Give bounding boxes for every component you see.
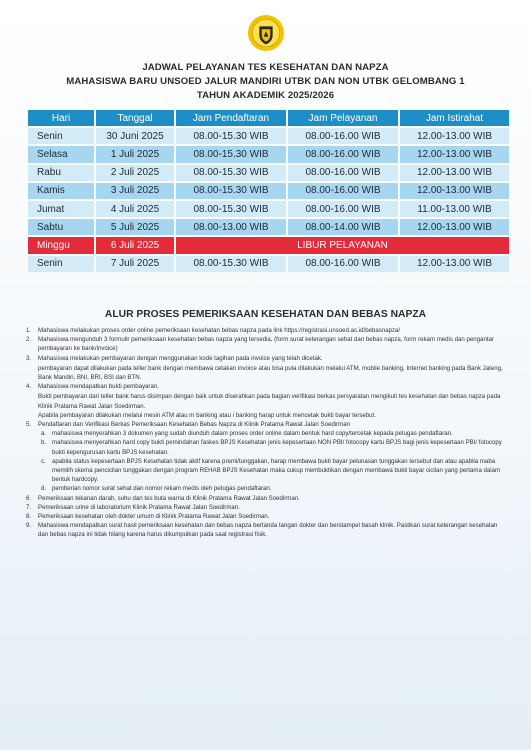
list-item	[26, 335, 506, 353]
sub-text: apabila status kepesertaan BPJS Kesehatan tidak aktif karena premi/tunggakan, harap membawa bukti bayar pelunasan tunggakan tersebut dan atau apabila maba memilih skema pencicilan tunggakan dengan program REHAB BPJS Kesehatan maka cukup membuktikan dengan membawa bukti bayar cicilan yang pertama dalam bentuk hardcopy.	[52, 457, 501, 484]
title-line-1: JADWAL PELAYANAN TES KESEHATAN DAN NAPZA	[142, 62, 389, 73]
table-row-holiday	[28, 237, 509, 253]
cell-jam-pelayanan: 08.00-16.00 WIB	[288, 256, 398, 272]
alur-steps-list	[26, 326, 506, 540]
sub-letter: c.	[41, 457, 46, 465]
cell-jam-pendaftaran: 08.00-15.30 WIB	[176, 201, 286, 217]
header-hari: Hari	[28, 110, 94, 126]
cell-hari: Minggu	[28, 237, 94, 253]
cell-jam-pendaftaran: 08.00-13.00 WIB	[176, 219, 286, 235]
table-row	[28, 128, 509, 144]
cell-hari: Senin	[28, 256, 94, 272]
table-row	[28, 201, 509, 217]
header-tanggal: Tanggal	[96, 110, 174, 126]
table-row	[28, 165, 509, 181]
table-header-row	[28, 110, 509, 126]
cell-tanggal: 7 Juli 2025	[96, 256, 174, 272]
sub-letter: a.	[41, 430, 47, 438]
step-text: Mahasiswa melakukan proses order online pemeriksaan kesehatan bebas napza pada link https://registrasi.unsoed.ac.id/bebasnapza/	[38, 327, 401, 334]
table-row	[28, 219, 509, 235]
cell-jam-pelayanan: 08.00-16.00 WIB	[288, 128, 398, 144]
cell-tanggal: 5 Juli 2025	[96, 219, 174, 235]
cell-jam-pelayanan: 08.00-16.00 WIB	[288, 201, 398, 217]
cell-tanggal: 2 Juli 2025	[96, 165, 174, 181]
step-number: 8.	[26, 513, 32, 521]
cell-hari: Jumat	[28, 201, 94, 217]
step-number: 4.	[26, 383, 32, 391]
table-row	[28, 146, 509, 162]
cell-tanggal: 30 Juni 2025	[96, 128, 174, 144]
cell-jam-istirahat: 12.00-13.00 WIB	[400, 128, 509, 144]
sub-text: mahasiswa menyerahkan 3 dokumen yang sudah diunduh dalam proses order online dalam bentuk hard copy/tercetak kepada petugas pendaftaran.	[52, 430, 453, 438]
sub-list-item	[38, 484, 506, 493]
step-number: 1.	[26, 327, 32, 334]
cell-hari: Selasa	[28, 146, 94, 162]
step-note: Apabila pembayaran dilakukan melalui mesin ATM atau m banking atau i banking harap untuk mencetak bukti bayar tersebut.	[38, 411, 376, 419]
step-text: Mahasiswa mendapatkan bukti pembayaran.	[38, 383, 159, 391]
list-item	[26, 382, 506, 420]
list-item	[26, 354, 506, 383]
sub-letter: d.	[41, 485, 47, 493]
step-text: Mahasiswa mendapatkan surat hasil pemeriksaan kesehatan dan bebas napza bertanda tangan dokter dan berstampel basah klinik. Pastikan surat keterangan kesehatan dan bebas napza ini tidak hilang karena harus dikumpulkan pada saat registrasi fisik.	[38, 522, 498, 539]
cell-tanggal: 1 Juli 2025	[96, 146, 174, 162]
step-text: Mahasiswa melakukan pembayaran dengan menggunakan kode tagihan pada invoice yang telah dicetak.	[38, 354, 323, 362]
sub-list	[38, 429, 506, 493]
sub-list-item	[38, 457, 506, 485]
list-item	[26, 512, 506, 521]
cell-jam-istirahat: 12.00-13.00 WIB	[400, 146, 509, 162]
title-line-2: MAHASISWA BARU UNSOED JALUR MANDIRI UTBK DAN NON UTBK GELOMBANG 1	[66, 76, 465, 87]
step-number: 7.	[26, 503, 32, 511]
list-item	[26, 521, 506, 539]
step-text: Pemeriksaan urine di laboratorium Klinik Pratama Rawat Jalan Soedirman.	[38, 503, 240, 511]
cell-jam-pelayanan: 08.00-16.00 WIB	[288, 183, 398, 199]
header-jam-istirahat: Jam Istirahat	[400, 110, 509, 126]
step-number: 3.	[26, 354, 32, 362]
list-item	[26, 503, 506, 512]
step-note: Bukti pembayaran dari teller bank harus disimpan dengan baik untuk diserahkan pada bagian verifikasi berkas persyaratan mengikuti tes kesehatan dan bebas napza pada Klinik Pratama Rawat Jalan Soedirman.	[38, 393, 501, 410]
step-number: 5.	[26, 421, 32, 429]
cell-jam-pendaftaran: 08.00-15.30 WIB	[176, 128, 286, 144]
cell-hari: Sabtu	[28, 219, 94, 235]
header-jam-pelayanan: Jam Pelayanan	[288, 110, 398, 126]
sub-list-item	[38, 438, 506, 456]
cell-jam-istirahat: 12.00-13.00 WIB	[400, 256, 509, 272]
cell-jam-pendaftaran: 08.00-15.30 WIB	[176, 183, 286, 199]
step-number: 9.	[26, 522, 32, 530]
header-jam-pendaftaran: Jam Pendaftaran	[176, 110, 286, 126]
unsoed-logo	[247, 14, 285, 52]
sub-text: mahasiswa menyerahkan hard copy bukti pemindahan faskes BPJS Kesehatan jenis kepesertaan NON PBI/ fotocopy kartu BPJS bagi jenis kepesertaan PBI/ fotocopy bukti kepengurusan kartu BPJS kesehatan.	[52, 439, 502, 456]
cell-jam-istirahat: 12.00-13.00 WIB	[400, 165, 509, 181]
cell-jam-pelayanan: 08.00-16.00 WIB	[288, 165, 398, 181]
list-item	[26, 420, 506, 494]
alur-title: ALUR PROSES PEMERIKSAAN KESEHATAN DAN BEBAS NAPZA	[104, 309, 427, 320]
cell-jam-pendaftaran: 08.00-15.30 WIB	[176, 165, 286, 181]
cell-jam-pendaftaran: 08.00-15.30 WIB	[176, 256, 286, 272]
schedule-table	[26, 108, 511, 274]
cell-tanggal: 4 Juli 2025	[96, 201, 174, 217]
cell-jam-istirahat: 12.00-13.00 WIB	[400, 219, 509, 235]
cell-jam-pelayanan: 08.00-16.00 WIB	[288, 146, 398, 162]
step-number: 2.	[26, 336, 32, 344]
cell-hari: Kamis	[28, 183, 94, 199]
sub-letter: b.	[41, 439, 47, 447]
cell-jam-pendaftaran: 08.00-15.30 WIB	[176, 146, 286, 162]
sub-list-item	[38, 429, 506, 438]
list-item	[26, 326, 506, 335]
cell-tanggal: 3 Juli 2025	[96, 183, 174, 199]
cell-jam-pelayanan: 08.00-14.00 WIB	[288, 219, 398, 235]
step-text: Pemeriksaan tekanan darah, suhu dan tes buta warna di Klinik Pratama Rawat Jalan Soedirman.	[38, 494, 300, 502]
step-number: 6.	[26, 494, 32, 502]
table-row	[28, 256, 509, 272]
step-text: Pendaftaran dan Verifikasi Berkas Pemeriksaan Kesehatan Bebas Napza di Klinik Pratama Rawat Jalan Soedirman	[38, 421, 350, 429]
cell-jam-istirahat: 12.00-13.00 WIB	[400, 183, 509, 199]
title-line-3: TAHUN AKADEMIK 2025/2026	[196, 90, 335, 101]
table-row	[28, 183, 509, 199]
holiday-label: LIBUR PELAYANAN	[176, 237, 509, 253]
cell-jam-istirahat: 11.00-13.00 WIB	[400, 201, 509, 217]
step-text: Mahasiswa mengunduh 3 formulir pemeriksaan kesehatan bebas napza yang tersedia, (form surat keterangan sehat dan bebas napza, form rekam medis dan pengantar pembayaran ke bank/invoice)	[38, 336, 494, 353]
list-item	[26, 494, 506, 503]
step-text: Pemeriksaan kesehatan oleh dokter umum di Klinik Pratama Rawat Jalan Soedirman.	[38, 513, 270, 521]
cell-hari: Senin	[28, 128, 94, 144]
sub-text: pemberian nomor surat sehat dan nomor rekam medis oleh petugas pendaftaran.	[52, 485, 272, 493]
step-note: pembayaran dapat dilakukan pada teller bank dengan membawa cetakan invoice atau bisa pula dilakukan melalui ATM, mobile banking, Internet banking pada Bank Jateng, Bank Mandiri, BNI, BRI, BSI dan BTN.	[38, 364, 503, 382]
cell-tanggal: 6 Juli 2025	[96, 237, 174, 253]
cell-hari: Rabu	[28, 165, 94, 181]
